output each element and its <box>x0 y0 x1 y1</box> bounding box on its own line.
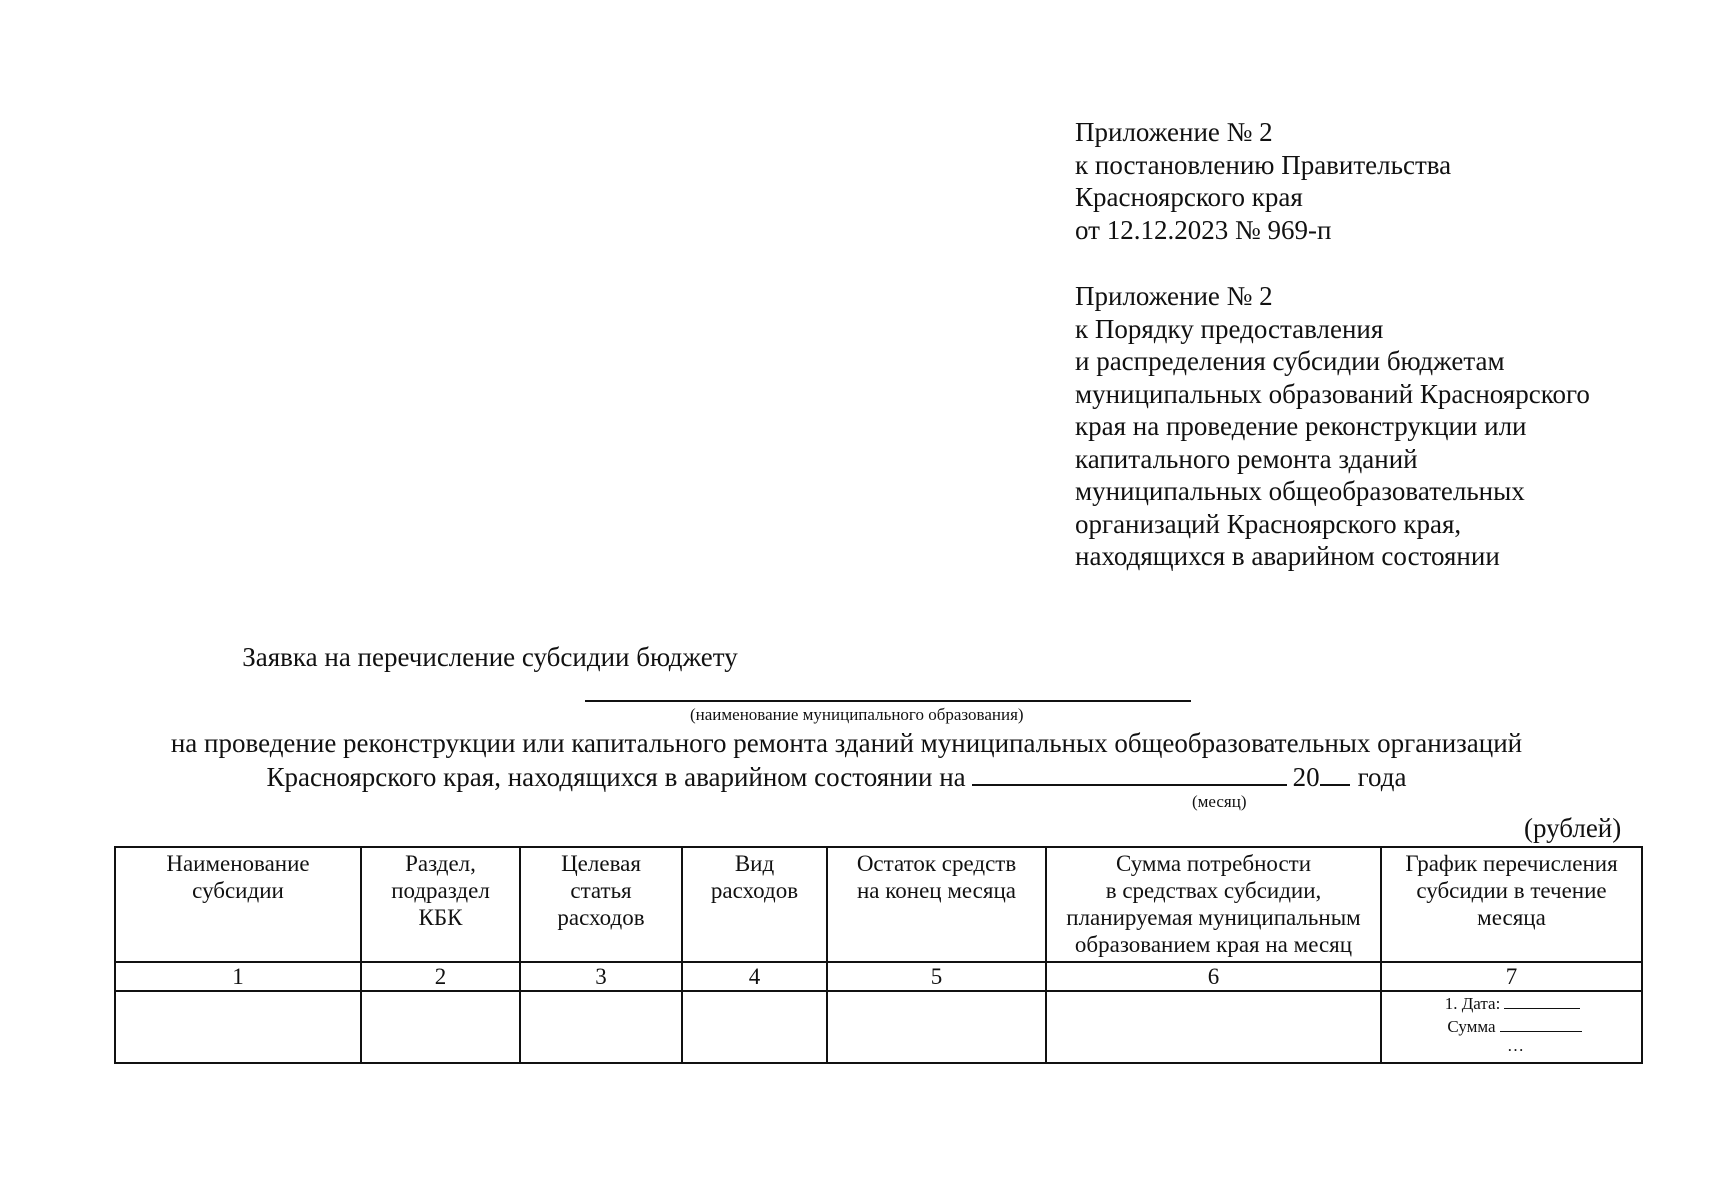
header-expense-type: Вид расходов <box>682 847 827 962</box>
schedule-sum-label: Сумма <box>1447 1017 1496 1036</box>
table-header-row <box>115 847 1642 962</box>
header-kbk-section: Раздел, подраздел КБК <box>361 847 520 962</box>
cell-balance[interactable] <box>827 991 1046 1063</box>
schedule-ellipsis: … <box>1507 1036 1524 1055</box>
column-number: 6 <box>1046 962 1381 991</box>
year-suffix: года <box>1357 762 1407 792</box>
month-field[interactable] <box>972 760 1287 786</box>
cell-transfer-schedule <box>1381 991 1642 1063</box>
column-number: 1 <box>115 962 361 991</box>
schedule-date-field[interactable] <box>1504 993 1580 1009</box>
table-number-row <box>115 962 1642 991</box>
cell-target-article[interactable] <box>520 991 682 1063</box>
annex-line: муниципальных общеобразовательных <box>1075 476 1525 506</box>
form-subtitle-line2 <box>0 760 1693 793</box>
annex-line: и распределения субсидии бюджетам <box>1075 346 1505 376</box>
header-transfer-schedule: График перечисления субсидии в течение месяца <box>1381 847 1642 962</box>
municipality-name-field[interactable] <box>585 700 1191 702</box>
column-number: 7 <box>1381 962 1642 991</box>
column-number: 4 <box>682 962 827 991</box>
municipality-caption: (наименование муниципального образования) <box>690 705 1024 724</box>
annex-line: к Порядку предоставления <box>1075 313 1384 344</box>
annex-line: находящихся в аварийном состоянии <box>1075 541 1500 571</box>
annex-line: Приложение № 2 <box>1075 117 1273 147</box>
column-number: 5 <box>827 962 1046 991</box>
annex-line: края на проведение реконструкции или <box>1075 411 1527 441</box>
subsidy-request-table <box>114 846 1643 1064</box>
header-requirement-sum: Сумма потребности в средствах субсидии, планируемая муниципальным образованием края на месяц <box>1046 847 1381 962</box>
cell-expense-type[interactable] <box>682 991 827 1063</box>
annex-procedure <box>1075 280 1590 573</box>
schedule-sum-row <box>1384 1015 1641 1038</box>
form-subtitle-line1: на проведение реконструкции или капитального ремонта зданий муниципальных общеобразовательных организаций <box>170 728 1523 758</box>
annex-line: организаций Красноярского края, <box>1075 508 1462 539</box>
form-title: Заявка на перечисление субсидии бюджету <box>242 642 738 672</box>
year-field[interactable] <box>1320 760 1350 786</box>
table-row <box>115 991 1642 1063</box>
currency-unit: (рублей) <box>1524 813 1622 843</box>
subtitle-prefix: Красноярского края, находящихся в аварийном состоянии на <box>266 762 966 792</box>
schedule-date-label: 1. Дата: <box>1444 994 1501 1013</box>
schedule-sum-field[interactable] <box>1500 1016 1582 1032</box>
annex-line: капитального ремонта зданий <box>1075 443 1418 474</box>
annex-line: от 12.12.2023 № 969-п <box>1075 214 1332 245</box>
annex-line: к постановлению Правительства <box>1075 149 1452 180</box>
annex-line: Красноярского края <box>1075 182 1303 212</box>
cell-requirement-sum[interactable] <box>1046 991 1381 1063</box>
column-number: 2 <box>361 962 520 991</box>
cell-kbk-section[interactable] <box>361 991 520 1063</box>
cell-subsidy-name[interactable] <box>115 991 361 1063</box>
annex-line: Приложение № 2 <box>1075 281 1273 311</box>
header-balance: Остаток средств на конец месяца <box>827 847 1046 962</box>
header-subsidy-name: Наименование субсидии <box>115 847 361 962</box>
year-prefix: 20 <box>1292 762 1320 792</box>
header-target-article: Целевая статья расходов <box>520 847 682 962</box>
schedule-date-row <box>1384 992 1641 1015</box>
column-number: 3 <box>520 962 682 991</box>
annex-government-decree <box>1075 116 1451 246</box>
annex-line: муниципальных образований Красноярского <box>1075 378 1590 409</box>
month-caption: (месяц) <box>1192 792 1247 811</box>
